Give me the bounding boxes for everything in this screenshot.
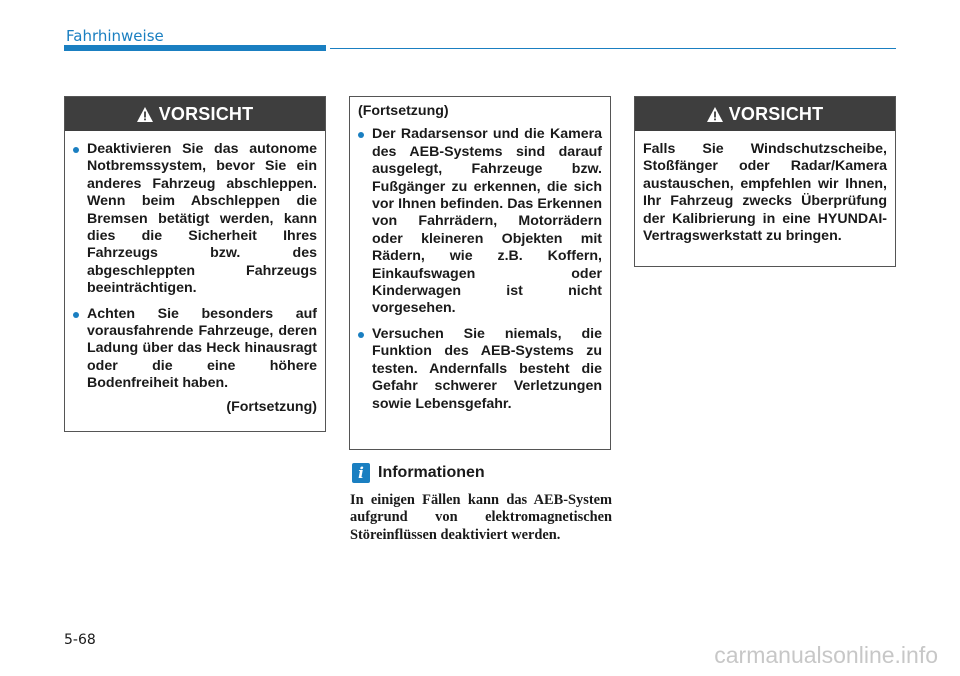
warning-triangle-icon xyxy=(707,107,723,122)
watermark: carmanualsonline.info xyxy=(714,642,938,668)
header-rule-thin xyxy=(330,48,896,49)
info-title: Informationen xyxy=(378,464,485,481)
continued-label: (Fortsetzung) xyxy=(226,398,317,415)
list-item xyxy=(73,141,317,298)
bullet-icon xyxy=(358,332,364,338)
bullet-icon xyxy=(358,132,364,138)
caution-header xyxy=(635,97,895,131)
bullet-text: Deaktivieren Sie das autonome Notbremssystem, bevor Sie ein anderes Fahrzeug abschleppen. Wenn beim Abschleppen die Bremsen betätigt werden, kann dies die Sicherheit Ihres Fahrzeugs bzw. des abgeschleppten Fahrzeugs beeinträchtigen. xyxy=(87,141,317,297)
list-item xyxy=(358,126,602,317)
caution-box-middle xyxy=(349,96,611,450)
caution-title: VORSICHT xyxy=(158,103,254,124)
caution-body xyxy=(635,131,895,253)
bullet-icon xyxy=(73,312,79,318)
info-heading xyxy=(352,463,485,483)
info-text: In einigen Fällen kann das AEB-System aufgrund von elektromagnetischen Störeinflüssen deaktiviert werden. xyxy=(350,492,612,543)
section-title: Fahrhinweise xyxy=(66,27,164,45)
warning-triangle-icon xyxy=(137,107,153,122)
caution-header xyxy=(65,97,325,131)
continued-label: (Fortsetzung) xyxy=(358,103,449,119)
caution-box-left xyxy=(64,96,326,432)
list-item xyxy=(73,306,317,393)
bullet-icon xyxy=(73,147,79,153)
header-rule-thick xyxy=(64,45,326,51)
bullet-text: Achten Sie besonders auf vorausfahrende Fahrzeuge, deren Ladung über das Heck hinausragt oder die eine höhere Bodenfreiheit haben. xyxy=(87,305,317,392)
bullet-text: Versuchen Sie niemals, die Funktion des AEB-Systems zu testen. Andernfalls besteht die Gefahr schwerer Verletzungen sowie Lebensgefahr. xyxy=(372,325,602,412)
caution-body xyxy=(65,131,325,424)
caution-box-right xyxy=(634,96,896,267)
caution-body xyxy=(350,97,610,421)
bullet-text: Der Radarsensor und die Kamera des AEB-Systems sind darauf ausgelegt, Fahrzeuge bzw. Fußgänger zu erkennen, die sich vor Ihnen befinden. Das Erkennen von Fahrrädern, Motorrädern oder kleineren Objekten mit Rädern, wie z.B. Koffern, Einkaufswagen oder Kinderwagen ist nicht vorgesehen. xyxy=(372,126,602,317)
caution-text: Falls Sie Windschutzscheibe, Stoßfänger oder Radar/Kamera austauschen, empfehlen wir Ihnen, Ihr Fahrzeug zwecks Überprüfung der Kalibrierung in eine HYUNDAI-Vertragswerkstatt zu bringen. xyxy=(643,141,887,245)
info-icon: i xyxy=(352,463,370,483)
page-number: 5-68 xyxy=(64,632,96,648)
list-item xyxy=(358,326,602,413)
caution-title: VORSICHT xyxy=(728,103,824,124)
